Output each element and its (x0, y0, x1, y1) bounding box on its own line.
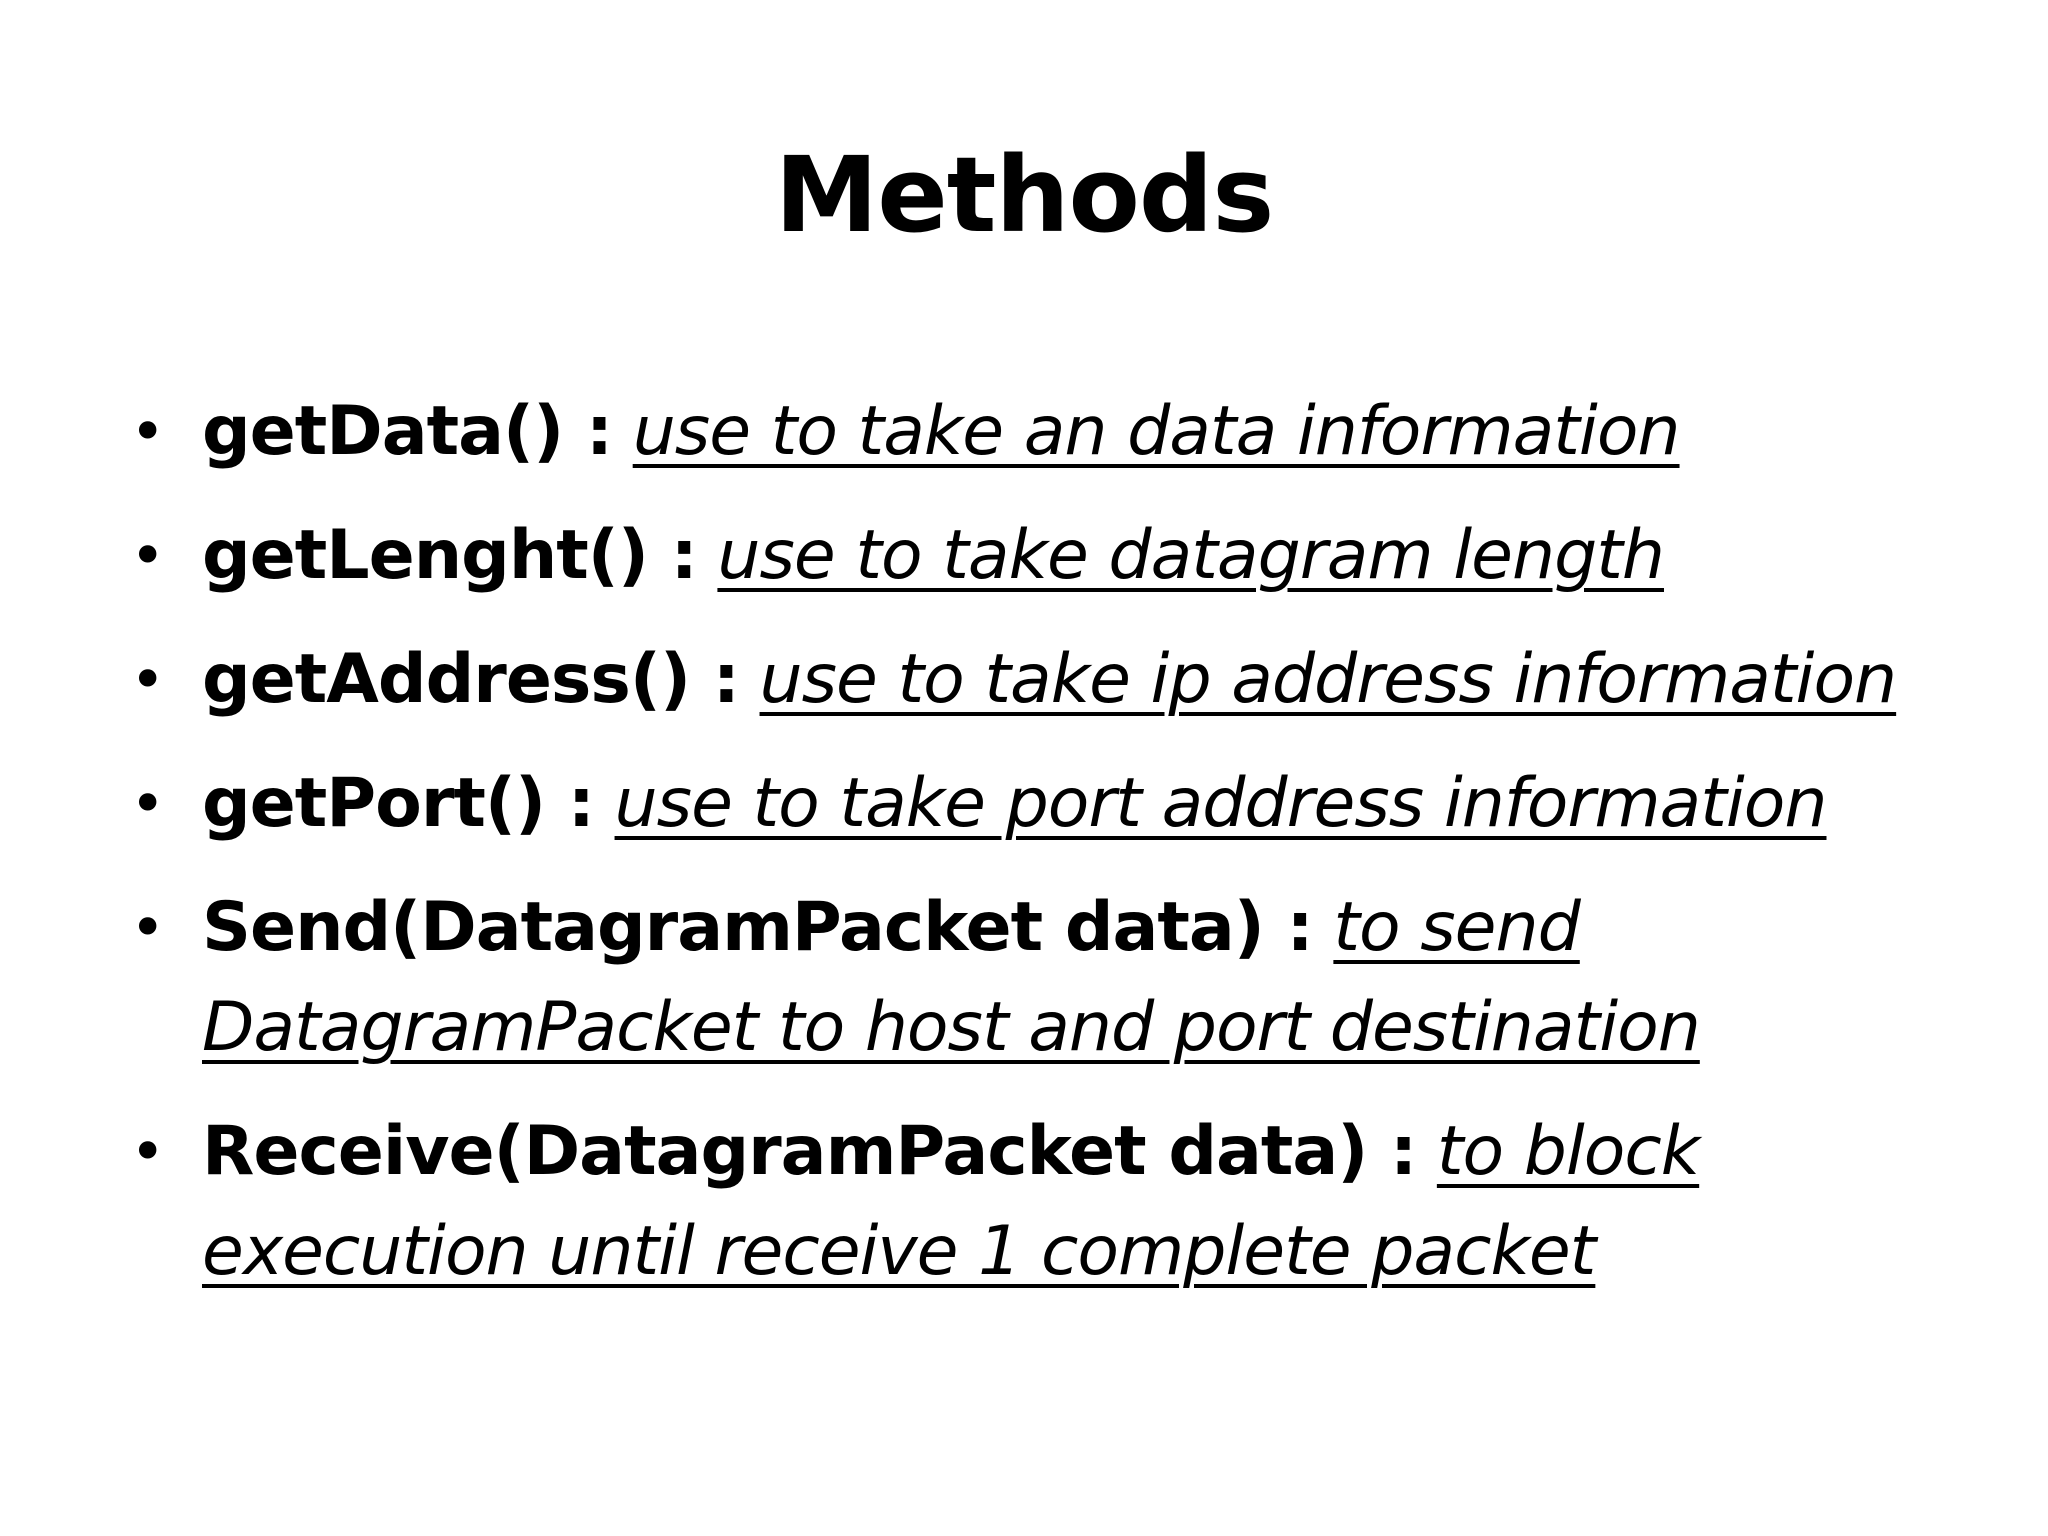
method-description: use to take an data information (632, 392, 1680, 471)
method-name: getLenght() : (202, 516, 697, 595)
bullet-icon: • (130, 893, 165, 963)
bullet-icon: • (130, 769, 165, 839)
bullet-icon: • (130, 645, 165, 715)
method-item (130, 506, 1990, 606)
method-name: getAddress() : (202, 640, 739, 719)
bullet-icon: • (130, 397, 165, 467)
method-item (130, 878, 1990, 1078)
method-description: use to take ip address information (759, 640, 1897, 719)
method-description: to block execution until receive 1 complete packet (202, 1112, 1700, 1291)
bullet-icon: • (130, 1117, 165, 1187)
method-item (130, 382, 1990, 482)
method-name: getData() : (202, 392, 613, 471)
method-item (130, 1102, 1990, 1302)
bullet-icon: • (130, 521, 165, 591)
method-item (130, 630, 1990, 730)
method-description: use to take port address information (614, 764, 1827, 843)
method-name: Send(DatagramPacket data) : (202, 888, 1313, 967)
method-description: use to take datagram length (717, 516, 1664, 595)
method-list (130, 382, 1990, 1326)
method-item (130, 754, 1990, 854)
method-name: getPort() : (202, 764, 594, 843)
slide-title: Methods (774, 134, 1274, 256)
method-name: Receive(DatagramPacket data) : (202, 1112, 1417, 1191)
method-description: to send DatagramPacket to host and port destination (202, 888, 1700, 1067)
